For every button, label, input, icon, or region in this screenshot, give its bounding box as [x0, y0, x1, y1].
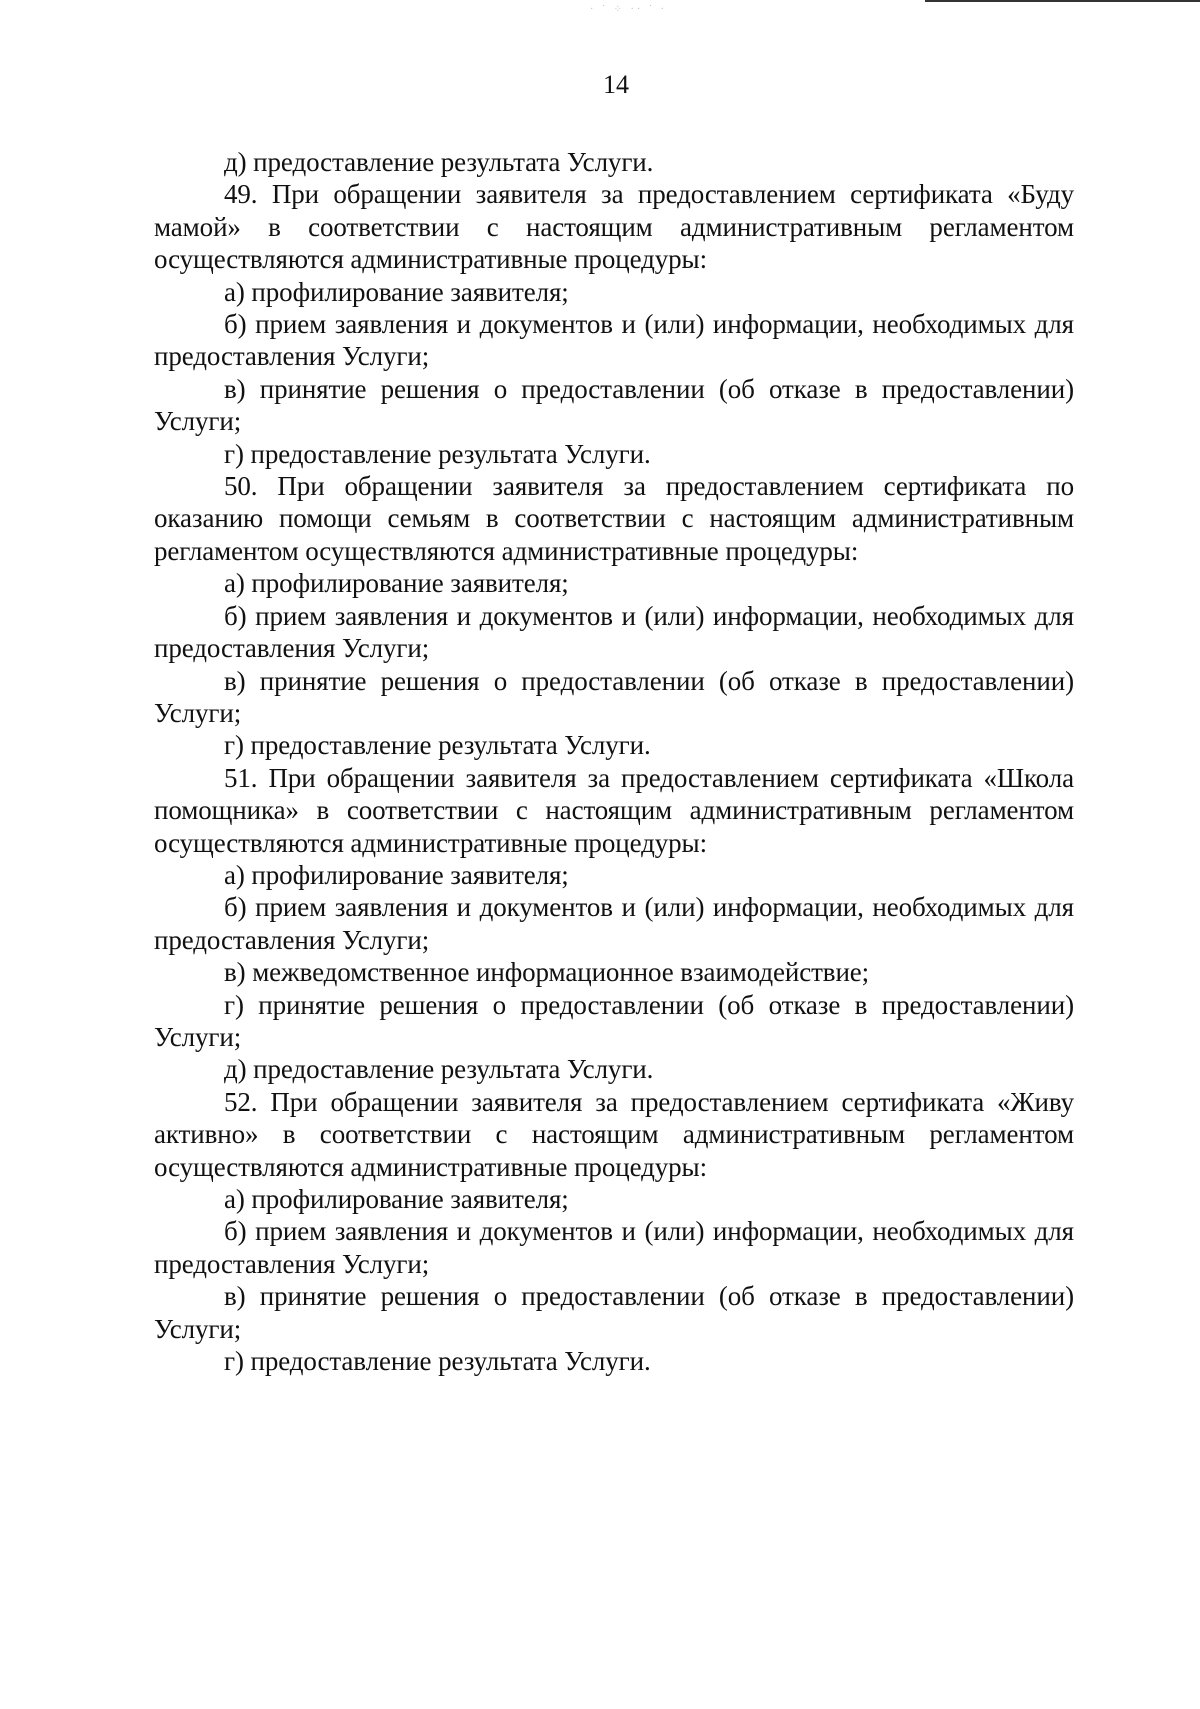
list-item: г) предоставление результата Услуги.	[224, 730, 651, 761]
list-item: б) прием заявления и документов и (или) информации, необходимых для предоставления Услуги;	[154, 600, 1074, 664]
clause-paragraph: 51. При обращении заявителя за предоставлением сертификата «Школа помощника» в соответствии с настоящим административным регламентом осуществляются административные процедуры:	[154, 762, 1074, 858]
scan-artifact: · ˙ ⁘ ·· ˙ ·	[590, 4, 667, 15]
clause-paragraph: 50. При обращении заявителя за предоставлением сертификата по оказанию помощи семьям в соответствии с настоящим административным регламентом осуществляются административные процедуры:	[154, 471, 1074, 566]
list-item: б) прием заявления и документов и (или) информации, необходимых для предоставления Услуги;	[154, 1216, 1074, 1279]
list-item: а) профилирование заявителя;	[224, 276, 569, 307]
list-item: д) предоставление результата Услуги.	[224, 147, 654, 177]
list-item: г) предоставление результата Услуги.	[224, 438, 651, 469]
list-item: б) прием заявления и документов и (или) информации, необходимых для предоставления Услуги;	[154, 892, 1074, 955]
list-item: в) принятие решения о предоставлении (об отказе в предоставлении) Услуги;	[154, 1281, 1074, 1344]
list-item: а) профилирование заявителя;	[224, 859, 569, 890]
page-number: 14	[603, 70, 629, 99]
list-item: г) предоставление результата Услуги.	[224, 1346, 651, 1377]
list-item: в) межведомственное информационное взаимодействие;	[224, 957, 870, 988]
clause-paragraph: 49. При обращении заявителя за предоставлением сертификата «Буду мамой» в соответствии с настоящим административным регламентом осуществляются административные процедуры:	[154, 179, 1074, 275]
list-item: б) прием заявления и документов и (или) информации, необходимых для предоставления Услуги;	[154, 309, 1074, 372]
list-item: а) профилирование заявителя;	[224, 568, 569, 599]
clause-paragraph: 52. При обращении заявителя за предоставлением сертификата «Живу активно» в соответствии с настоящим административным регламентом осуществляются административные процедуры:	[154, 1086, 1074, 1182]
list-item: а) профилирование заявителя;	[224, 1184, 569, 1214]
list-item: в) принятие решения о предоставлении (об отказе в предоставлении) Услуги;	[154, 665, 1074, 728]
list-item: г) принятие решения о предоставлении (об отказе в предоставлении) Услуги;	[154, 989, 1074, 1052]
list-item: д) предоставление результата Услуги.	[224, 1054, 654, 1085]
scan-edge-line	[925, 0, 1200, 2]
list-item: в) принятие решения о предоставлении (об отказе в предоставлении) Услуги;	[154, 373, 1074, 437]
document-body	[154, 146, 1074, 1377]
